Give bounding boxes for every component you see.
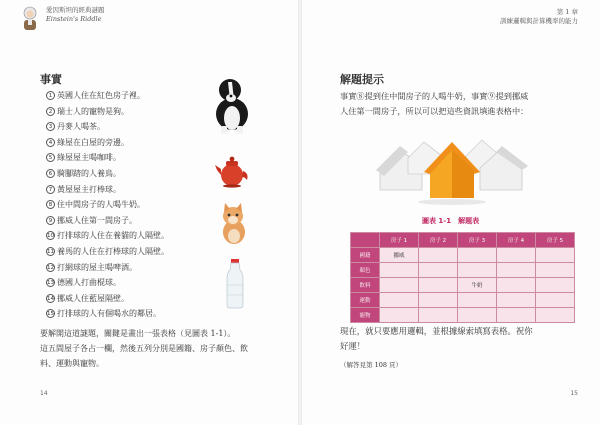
paragraph-line: 現在，就只要應用邏輯，並根據線索填寫表格。祝你 — [340, 326, 533, 336]
running-header-right — [500, 8, 578, 26]
left-paragraph — [40, 326, 248, 371]
closing-paragraph — [340, 324, 533, 354]
fact-item — [46, 260, 169, 276]
table-cell — [458, 263, 497, 278]
paragraph-line: 人住第一間房子，所以可以把這些資訊填進表格中： — [340, 106, 529, 116]
fact-item — [46, 166, 169, 182]
fact-item — [46, 275, 169, 291]
fact-item — [46, 228, 169, 244]
header-chapter: 第 1 章 — [556, 8, 578, 16]
fact-item — [46, 88, 169, 104]
paragraph-line: 好運！ — [340, 341, 366, 351]
fact-number: 12 — [47, 264, 54, 271]
table-row — [351, 293, 575, 308]
header-book-subtitle: Einstein's Riddle — [46, 15, 102, 23]
fact-number: 6 — [46, 169, 55, 178]
paragraph-line: 要解開這道謎題，關鍵是畫出一張表格（見圖表 1-1）。 — [40, 329, 236, 338]
fact-text: 瑞士人的寵物是狗。 — [57, 106, 129, 116]
table-cell — [419, 293, 458, 308]
houses-illustration — [370, 128, 530, 206]
facts-heading: 事實 — [40, 73, 62, 86]
fact-number: 3 — [46, 122, 55, 131]
table-cell — [497, 308, 536, 323]
table-cell — [419, 278, 458, 293]
table-column-header: 房子 3 — [458, 233, 497, 248]
fact-number: 11 — [47, 248, 54, 255]
teapot-illustration — [214, 153, 250, 189]
table-cell — [497, 293, 536, 308]
table-cell — [536, 278, 575, 293]
table-row-header: 顏色 — [351, 263, 380, 278]
fact-number: 4 — [46, 138, 55, 147]
table-cell: 牛奶 — [458, 278, 497, 293]
fact-text: 打網球的屋主喝啤酒。 — [57, 262, 137, 272]
fact-number: 1 — [46, 91, 55, 100]
table-cell — [536, 248, 575, 263]
table-title: 圖表 1-1 解題表 — [422, 217, 480, 225]
table-cell — [419, 248, 458, 263]
table-cell — [497, 248, 536, 263]
fact-text: 挪威人住第一間房子。 — [57, 215, 137, 225]
fact-item — [46, 104, 169, 120]
table-corner-cell — [351, 233, 380, 248]
fact-text: 丹麥人喝茶。 — [57, 122, 105, 132]
header-chapter-title: 訓練邏輯與計算機率的能力 — [500, 17, 578, 25]
table-row-header: 飲料 — [351, 278, 380, 293]
paragraph-line: 這五間屋子各占一欄，然後五列分別是國籍、房子顏色、飲 — [40, 344, 248, 353]
table-cell — [380, 278, 419, 293]
table-cell — [536, 263, 575, 278]
fact-text: 養馬的人住在打棒球的人隔壁。 — [57, 246, 169, 256]
facts-list — [46, 88, 169, 322]
fact-item — [46, 306, 169, 322]
hint-intro-paragraph — [340, 89, 528, 119]
table-cell — [419, 263, 458, 278]
table-row — [351, 308, 575, 323]
fact-item — [46, 150, 169, 166]
fact-number: 2 — [46, 107, 55, 116]
fact-text: 德國人打曲棍球。 — [57, 278, 121, 288]
paragraph-line: 事實⑧提到住中間房子的人喝牛奶，事實⑨提到挪威 — [340, 91, 529, 101]
header-book-title: 愛因斯坦的經典謎題 — [46, 6, 105, 14]
table-row — [351, 263, 575, 278]
table-cell — [497, 278, 536, 293]
table-row-header: 運動 — [351, 293, 380, 308]
table-cell — [380, 263, 419, 278]
dog-illustration — [208, 74, 254, 136]
table-cell — [458, 248, 497, 263]
fact-text: 打排球的人住在養貓的人隔壁。 — [57, 231, 169, 241]
table-cell — [419, 308, 458, 323]
table-cell — [458, 293, 497, 308]
table-column-header: 房子 5 — [536, 233, 575, 248]
fact-text: 黃屋屋主打棒球。 — [57, 184, 121, 194]
hint-heading: 解題提示 — [340, 73, 384, 86]
answer-reference: （解答見第 108 頁） — [340, 361, 403, 369]
fact-text: 住中間房子的人喝牛奶。 — [57, 200, 145, 210]
fact-item — [46, 119, 169, 135]
fact-item — [46, 135, 169, 151]
fact-number: 9 — [46, 216, 55, 225]
fact-text: 騎腳踏的人養鳥。 — [57, 168, 121, 178]
page-number-left: 14 — [40, 390, 48, 397]
fact-text: 英國人住在紅色房子裡。 — [57, 91, 145, 100]
fact-item — [46, 197, 169, 213]
page-number-right: 15 — [570, 390, 578, 397]
einstein-icon — [20, 6, 40, 32]
fact-text: 綠屋屋主喝咖啡。 — [57, 153, 121, 163]
table-column-header: 房子 2 — [419, 233, 458, 248]
running-header-left — [20, 6, 105, 32]
fact-item — [46, 244, 169, 260]
fact-text: 綠屋在白屋的旁邊。 — [57, 137, 129, 147]
solution-table — [350, 232, 575, 323]
table-cell — [380, 293, 419, 308]
table-row-header: 寵物 — [351, 308, 380, 323]
table-header-row — [351, 233, 575, 248]
fact-number: 7 — [46, 185, 55, 194]
fact-text: 打排球的人有個喝水的鄰居。 — [57, 309, 161, 319]
table-row — [351, 248, 575, 263]
table-row — [351, 278, 575, 293]
water-bottle-illustration — [224, 259, 246, 309]
fact-number: 10 — [47, 233, 54, 240]
table-cell — [536, 293, 575, 308]
table-cell — [380, 308, 419, 323]
fact-number: 13 — [47, 280, 54, 287]
fact-item — [46, 213, 169, 229]
kitten-illustration — [216, 200, 250, 246]
table-column-header: 房子 4 — [497, 233, 536, 248]
fact-item — [46, 182, 169, 198]
fact-number: 8 — [46, 200, 55, 209]
table-cell: 挪威 — [380, 248, 419, 263]
fact-text: 挪威人住藍屋隔壁。 — [57, 293, 129, 303]
fact-number: 14 — [47, 295, 54, 302]
table-row-header: 國籍 — [351, 248, 380, 263]
book-gutter — [298, 0, 302, 425]
fact-number: 15 — [47, 311, 54, 318]
fact-item — [46, 291, 169, 307]
table-cell — [536, 308, 575, 323]
table-cell — [497, 263, 536, 278]
table-column-header: 房子 1 — [380, 233, 419, 248]
fact-number: 5 — [46, 153, 55, 162]
paragraph-line: 料、運動與寵物。 — [40, 359, 104, 368]
table-cell — [458, 308, 497, 323]
